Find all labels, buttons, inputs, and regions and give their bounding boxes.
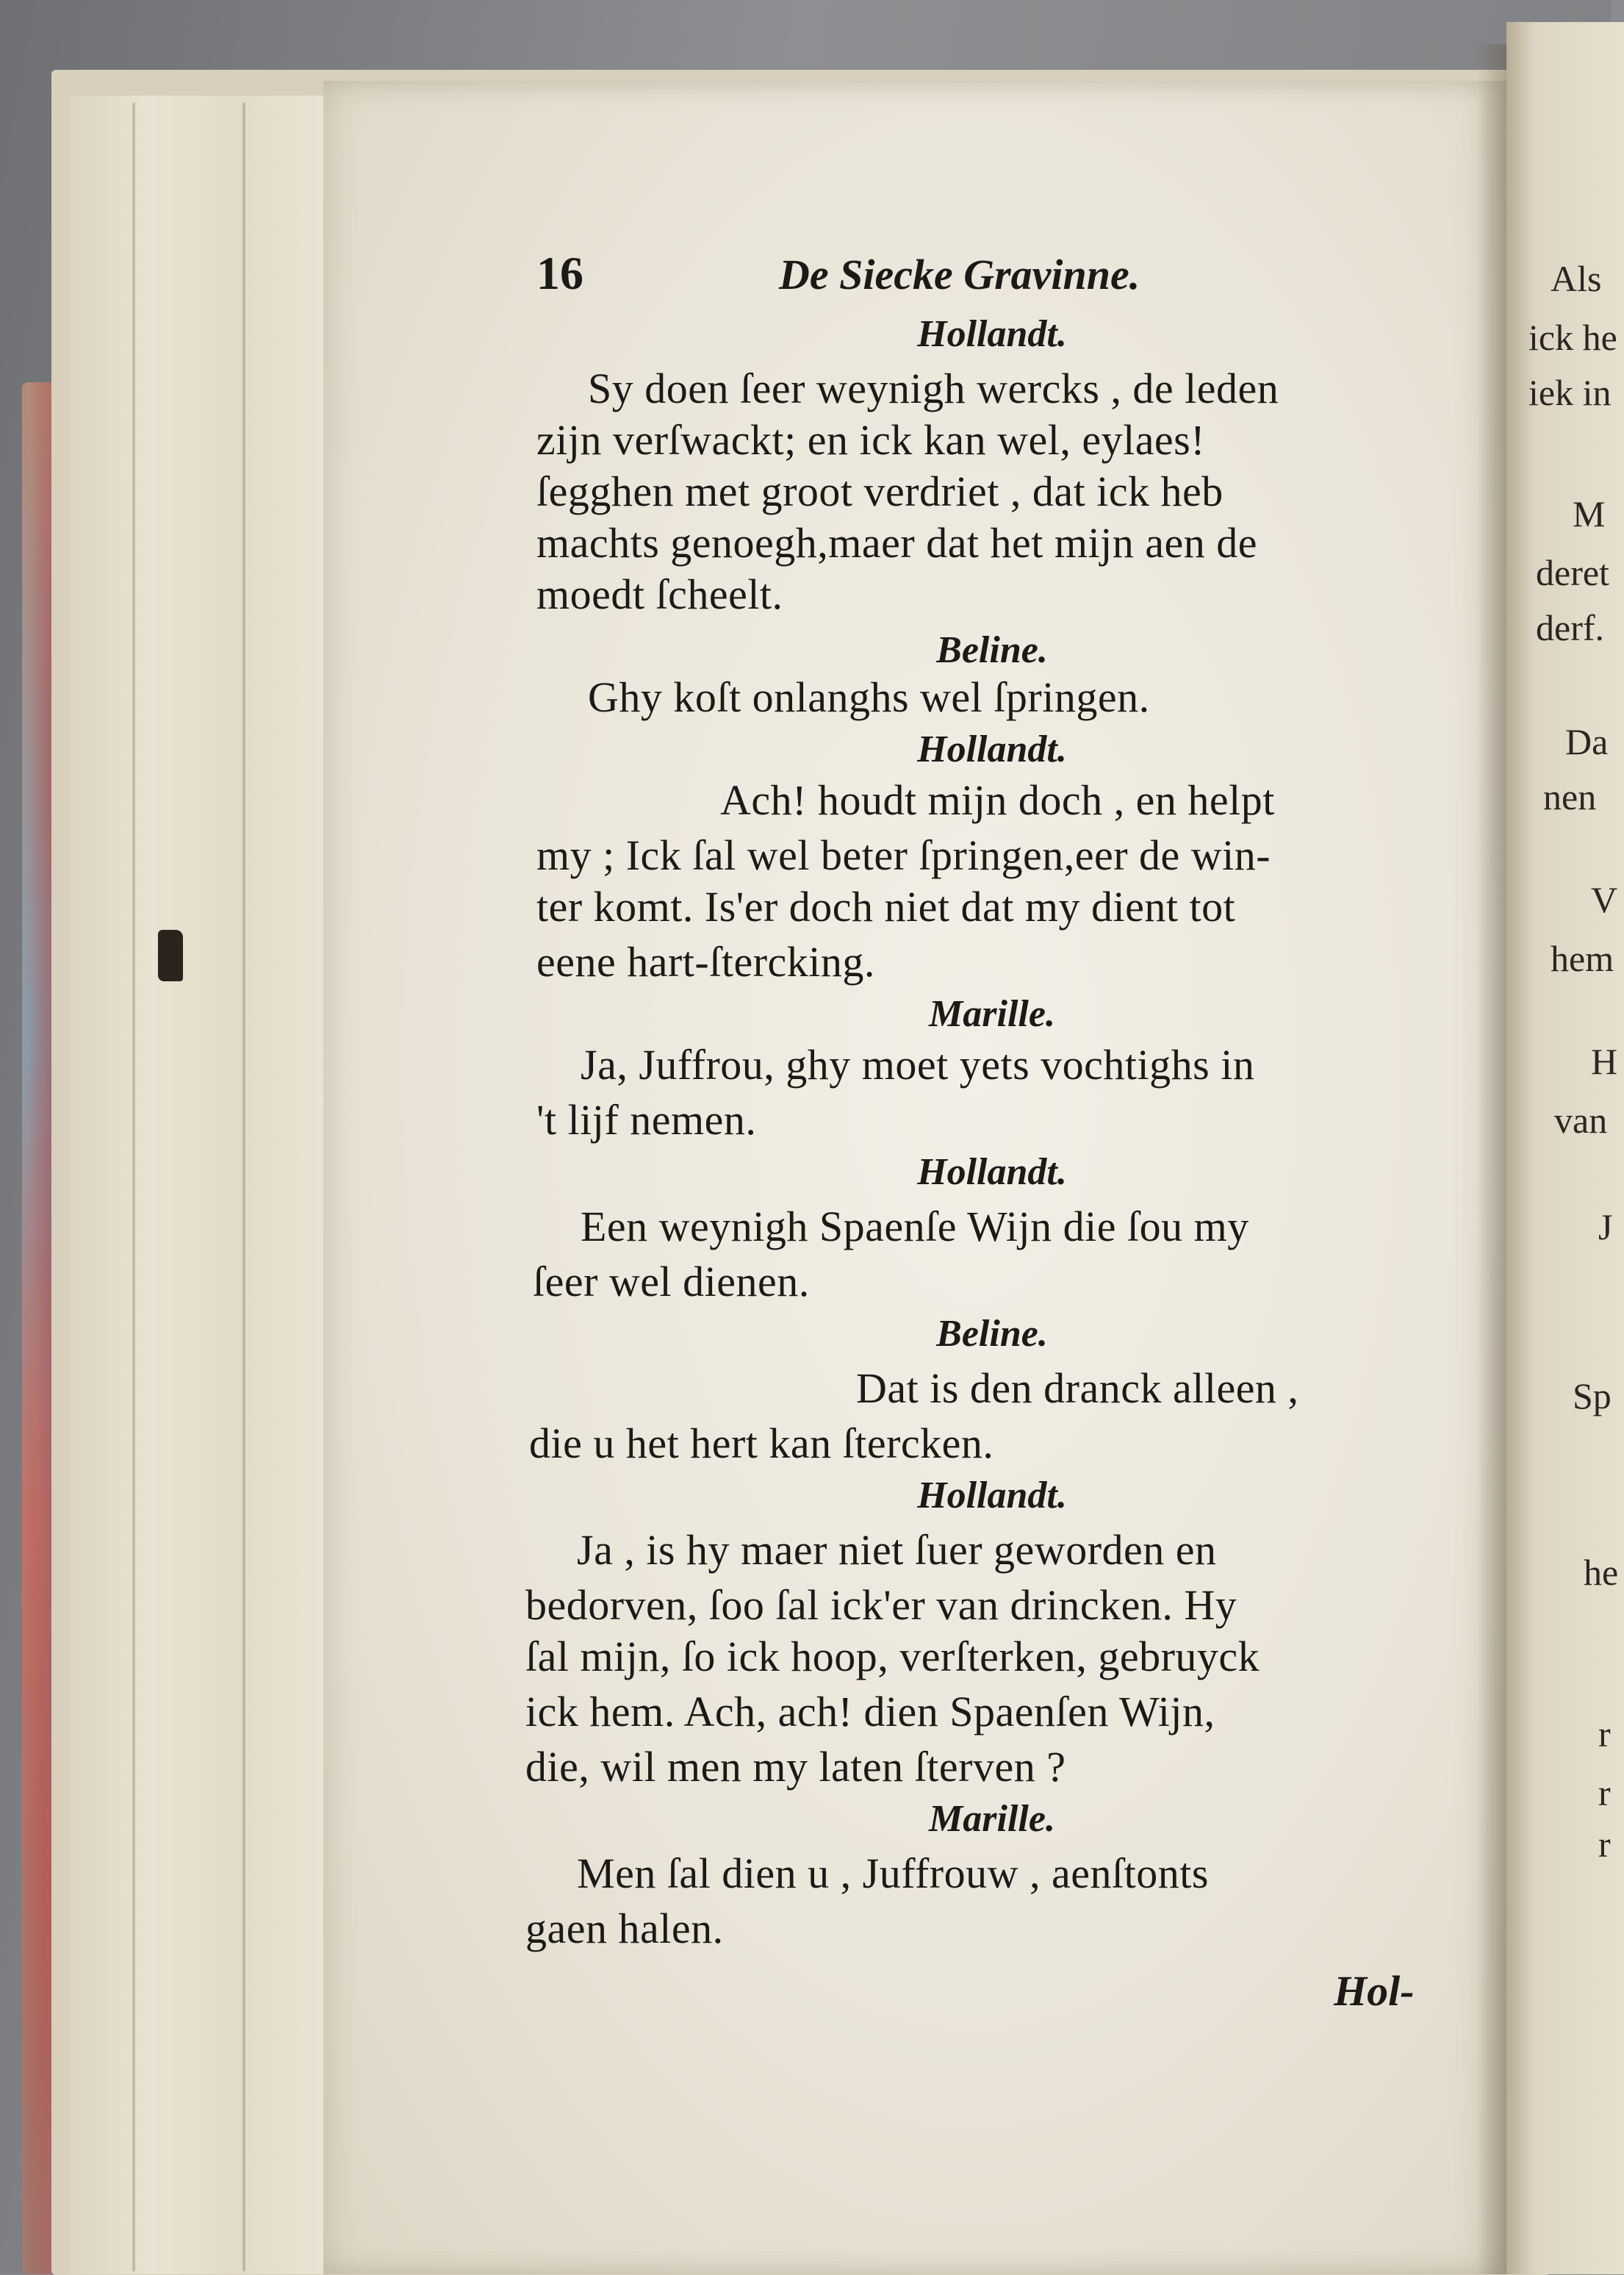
speaker-label: Hollandt. [917,728,1067,770]
text-line: Ja , is hy maer niet ſuer geworden en [577,1526,1217,1574]
text-line: die u het hert kan ſtercken. [529,1419,994,1467]
facing-fragment: r [1598,1772,1611,1813]
text-line: ſegghen met groot verdriet , dat ick heb [536,467,1224,515]
text-line: bedorven, ſoo ſal ick'er van drincken. Hy [525,1581,1237,1629]
facing-fragment: M [1573,493,1606,534]
facing-page [1506,22,1624,2274]
text-line: moedt ſcheelt. [536,570,783,618]
text-line: ſeer wel dienen. [533,1258,810,1305]
catchword: Hol- [1334,1967,1415,2015]
text-line: Ach! houdt mijn doch , en helpt [720,776,1275,824]
speaker-label: Hollandt. [917,1151,1067,1193]
text-line: Ja, Juffrou, ghy moet yets vochtighs in [581,1041,1255,1089]
page-number: 16 [536,247,583,299]
text-line: die, wil men my laten ſterven ? [525,1743,1066,1791]
facing-fragment: Sp [1573,1375,1612,1416]
speaker-label: Marille. [929,993,1055,1035]
speaker-label: Marille. [929,1798,1055,1840]
facing-fragment: Als [1551,258,1602,299]
facing-fragment: r [1598,1824,1611,1865]
ink-stain [158,930,183,981]
facing-fragment: he [1584,1552,1619,1593]
text-line: ſal mijn, ſo ick hoop, verſterken, gebruyck [525,1633,1260,1680]
facing-fragment: iek in [1528,372,1612,413]
facing-fragment: nen [1543,776,1597,817]
leaf-edge [132,103,135,2271]
facing-fragment: van [1554,1100,1608,1141]
text-line: 't lijf nemen. [536,1096,757,1144]
text-line: Men ſal dien u , Juffrouw , aenſtonts [577,1849,1209,1897]
text-line: Sy doen ſeer weynigh wercks , de leden [588,365,1279,412]
text-line: ick hem. Ach, ach! dien Spaenſen Wijn, [525,1688,1215,1735]
facing-fragment: J [1598,1206,1613,1247]
facing-fragment: ick he [1528,317,1617,358]
text-line: Een weynigh Spaenſe Wijn die ſou my [581,1203,1249,1250]
text-line: eene hart-ſtercking. [536,938,875,986]
text-line: zijn verſwackt; en ick kan wel, eylaes! [536,416,1206,464]
facing-fragment: hem [1551,938,1614,979]
facing-fragment: Da [1565,721,1609,762]
speaker-label: Beline. [936,1313,1048,1355]
facing-fragment: H [1591,1041,1618,1082]
speaker-label: Hollandt. [917,313,1067,355]
facing-fragment: r [1598,1713,1611,1755]
text-line: Ghy koſt onlanghs wel ſpringen. [588,673,1150,721]
text-line: ter komt. Is'er doch niet dat my dient tot [536,883,1236,931]
text-line: gaen halen. [525,1905,724,1952]
facing-fragment: derf. [1536,607,1604,648]
facing-fragment: V [1591,879,1618,920]
text-line: my ; Ick ſal wel beter ſpringen,eer de win- [536,831,1271,879]
speaker-label: Beline. [936,629,1048,671]
running-title: De Siecke Gravinne. [779,251,1140,298]
left-page-stack [70,96,349,2274]
facing-fragment: deret [1536,552,1609,593]
leaf-edge [242,103,245,2271]
text-line: machts genoegh,maer dat het mijn aen de [536,519,1257,567]
text-line: Dat is den dranck alleen , [856,1364,1299,1412]
speaker-label: Hollandt. [917,1475,1067,1516]
